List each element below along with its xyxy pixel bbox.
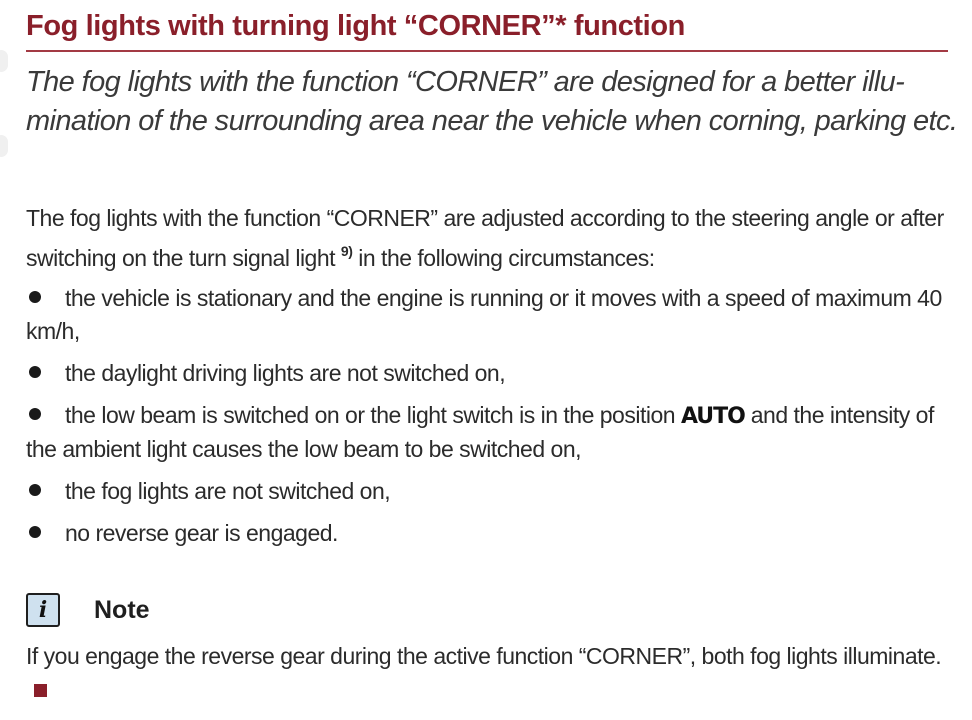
intro-text: The fog lights with the function “CORNER” are designed for a better illu-mination of the surrounding area near the vehicle when corning, parking etc. [26, 66, 958, 137]
section-title: Fog lights with turning light “CORNER”* function [26, 8, 948, 52]
note-header [26, 590, 150, 630]
info-icon: i [26, 593, 60, 627]
list-item [26, 357, 961, 390]
lead-paragraph [26, 202, 961, 275]
note-body [26, 640, 961, 706]
list-item [26, 282, 961, 348]
bullet-icon [29, 366, 41, 378]
conditions-list [26, 282, 961, 559]
list-item-text: no reverse gear is engaged. [65, 520, 338, 546]
note-title: Note [94, 595, 150, 624]
list-item-text: the daylight driving lights are not switched on, [65, 360, 506, 386]
lead-text-end: in the following circumstances: [352, 245, 655, 271]
end-of-section-icon [34, 684, 47, 697]
list-item-text-end: and the intensity of the ambient light causes the low beam to be switched on, [26, 402, 934, 462]
list-item-text: the fog lights are not switched on, [65, 478, 391, 504]
bullet-icon [29, 291, 41, 303]
list-item [26, 475, 961, 508]
bullet-icon [29, 484, 41, 496]
list-item [26, 517, 961, 550]
list-item-text: the vehicle is stationary and the engine is running or it moves with a speed of maximum 40 km/h, [26, 285, 942, 344]
binding-mark [0, 50, 8, 72]
auto-keyword: AUTO [680, 404, 745, 429]
bullet-icon [29, 408, 41, 420]
list-item [26, 399, 961, 466]
bullet-icon [29, 526, 41, 538]
binding-mark [0, 135, 8, 157]
footnote-ref: 9) [340, 243, 353, 259]
lead-text: The fog lights with the function “CORNER” are adjusted according to the steering angle or after switching on the turn signal light [26, 205, 944, 271]
note-text: If you engage the reverse gear during the active function “CORNER”, both fog lights illuminate. [26, 643, 942, 669]
list-item-text: the low beam is switched on or the light switch is in the position [65, 402, 681, 428]
